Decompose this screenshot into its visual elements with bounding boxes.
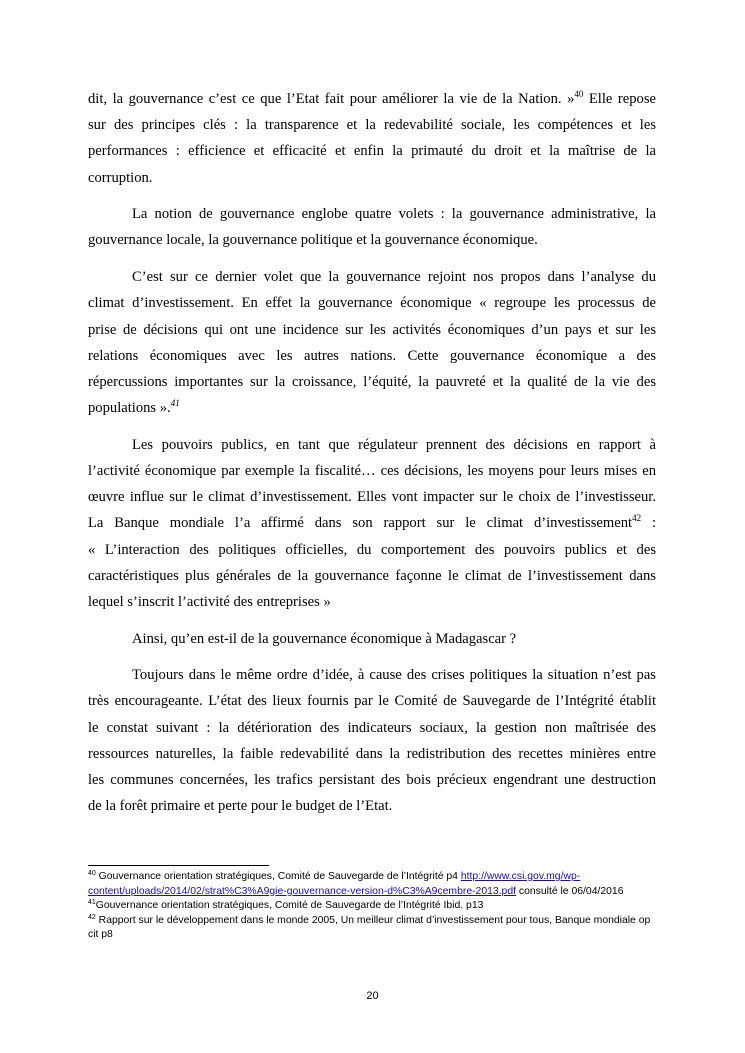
- text-line: [88, 793, 656, 819]
- paragraph: [88, 626, 656, 652]
- text-segment: lequel s’inscrit l’activité des entreprises »: [88, 593, 331, 610]
- text-line: [88, 589, 656, 615]
- text-line: [88, 343, 656, 369]
- footnote: [88, 899, 653, 914]
- text-segment: Ainsi, qu’en est-il de la gouvernance économique à Madagascar ?: [132, 630, 517, 647]
- text-segment: « L’interaction des politiques officielles, du comportement des pouvoirs publics et des: [88, 541, 656, 558]
- text-line: [88, 688, 656, 714]
- paragraph: [88, 86, 656, 191]
- text-line: [88, 715, 656, 741]
- footnote-text: Gouvernance orientation stratégiques, Comité de Sauvegarde de l’Intégrité Ibid. p13: [95, 900, 484, 912]
- footnote-number: 40: [88, 870, 96, 877]
- text-line: [88, 662, 656, 688]
- footnote-text: Gouvernance orientation stratégiques, Comité de Sauvegarde de l’Intégrité p4: [95, 871, 461, 882]
- text-segment: prise de décisions qui ont une incidence sur les activités économiques d’un pays et sur les: [88, 321, 656, 338]
- text-segment: de la forêt primaire et perte pour le budget de l’Etat.: [88, 798, 393, 815]
- page-number: 20: [366, 990, 379, 1002]
- text-segment: répercussions importantes sur la croissance, l’équité, la pauvreté et la qualité de la vie des: [88, 373, 656, 390]
- footnotes: [88, 870, 653, 943]
- text-segment: dit, la gouvernance c’est ce que l’Etat fait pour améliorer la vie de la Nation. »: [88, 91, 575, 107]
- text-segment: Elle repose: [583, 91, 657, 107]
- body-text: [88, 86, 656, 830]
- footnote-text: Rapport sur le développement dans le monde 2005, Un meilleur climat d’investissement pour tous, Banque mondiale op cit p8: [88, 914, 651, 941]
- text-line: [88, 626, 656, 652]
- text-line: [88, 227, 656, 253]
- footnote-link[interactable]: http://www.csi.gov.mg/wp-content/uploads/2014/02/strat%C3%A9gie-gouvernance-version-d%C3%A9cembre-2013.pdf: [88, 871, 581, 897]
- text-line: [88, 510, 656, 536]
- text-line: [88, 317, 656, 343]
- text-segment: le constat suivant : la détérioration des indicateurs sociaux, la gestion non maîtrisée des: [88, 719, 656, 736]
- text-segment: La Banque mondiale l’a affirmé dans son rapport sur le climat d’investissement: [88, 515, 633, 532]
- text-line: [88, 563, 656, 589]
- text-line: [88, 290, 656, 316]
- footnote: [88, 870, 653, 899]
- text-line: [88, 86, 656, 112]
- footnote: [88, 914, 653, 943]
- text-segment: Les pouvoirs publics, en tant que régulateur prennent des décisions en rapport à: [132, 436, 656, 453]
- text-line: [88, 741, 656, 767]
- text-segment: La notion de gouvernance englobe quatre volets : la gouvernance administrative, la: [132, 206, 656, 223]
- text-line: [88, 395, 656, 421]
- text-line: [88, 165, 656, 191]
- text-segment: C’est sur ce dernier volet que la gouvernance rejoint nos propos dans l’analyse du: [132, 269, 656, 286]
- text-line: [88, 138, 656, 164]
- text-line: [88, 264, 656, 290]
- text-segment: les communes concernées, les trafics persistant des bois précieux engendrant une destruction: [88, 772, 656, 788]
- text-line: [88, 112, 656, 138]
- footnote-reference[interactable]: 41: [170, 398, 180, 409]
- paragraph: [88, 201, 656, 253]
- text-segment: très encourageante. L’état des lieux fournis par le Comité de Sauvegarde de l’Intégrité établit: [88, 693, 656, 710]
- text-segment: caractéristiques plus générales de la gouvernance façonne le climat de l’investissement dans: [88, 567, 656, 584]
- text-line: [88, 201, 656, 227]
- footnote-separator: [88, 865, 269, 866]
- text-segment: l’activité économique par exemple la fiscalité… ces décisions, les moyens pour leurs mises en: [88, 462, 656, 479]
- text-segment: :: [641, 515, 656, 532]
- paragraph: [88, 432, 656, 615]
- text-line: [88, 537, 656, 563]
- text-segment: climat d’investissement. En effet la gouvernance économique « regroupe les processus de: [88, 295, 656, 312]
- paragraph: [88, 264, 656, 421]
- footnote-number: 41: [88, 899, 96, 907]
- text-line: [88, 432, 656, 458]
- footnote-reference[interactable]: 40: [574, 89, 584, 99]
- text-line: [88, 484, 656, 510]
- text-line: [88, 458, 656, 484]
- footnote-reference[interactable]: 42: [632, 513, 642, 524]
- paragraph: [88, 662, 656, 819]
- text-segment: populations ».: [88, 400, 171, 417]
- text-segment: ressources naturelles, la faible redevabilité dans la redistribution des recettes minières entre: [88, 745, 656, 762]
- text-segment: performances : efficience et efficacité et enfin la primauté du droit et la maîtrise de la: [88, 143, 656, 160]
- text-segment: Toujours dans le même ordre d’idée, à cause des crises politiques la situation n’est pas: [132, 667, 656, 684]
- footnote-text-after: consulté le 06/04/2016: [516, 885, 624, 897]
- text-segment: gouvernance locale, la gouvernance politique et la gouvernance économique.: [88, 232, 538, 249]
- text-line: [88, 767, 656, 793]
- footnote-number: 42: [88, 913, 96, 921]
- text-segment: sur des principes clés : la transparence et la redevabilité sociale, les compétences et les: [88, 117, 656, 134]
- text-line: [88, 369, 656, 395]
- text-segment: relations économiques avec les autres nations. Cette gouvernance économique a des: [88, 347, 656, 364]
- text-segment: œuvre influe sur le climat d’investissement. Elles vont impacter sur le choix de l’investisseur.: [88, 489, 656, 506]
- text-segment: corruption.: [88, 169, 153, 186]
